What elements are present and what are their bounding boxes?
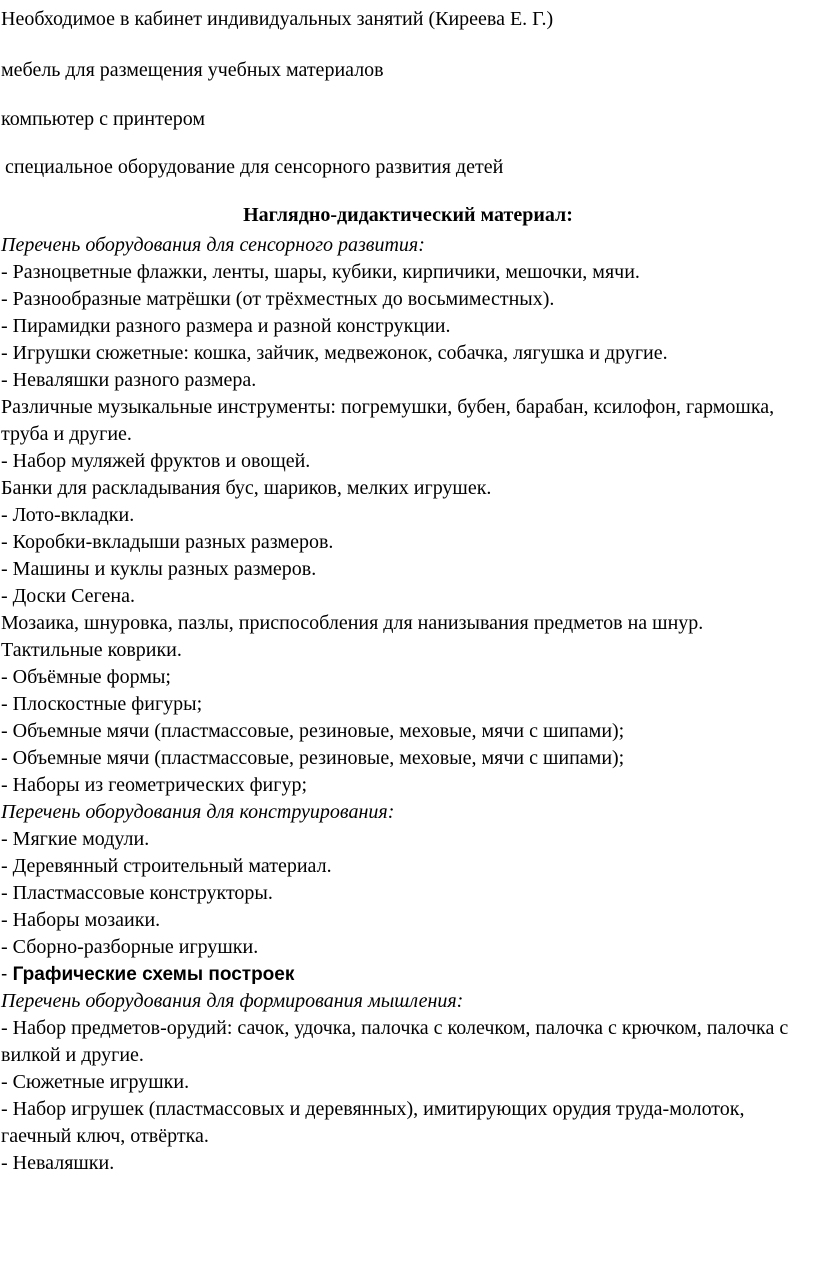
list-item: - Доски Сегена. [1,585,135,607]
list-item: Различные музыкальные инструменты: погремушки, бубен, барабан, ксилофон, гармошка, труба и другие. [1,396,775,445]
list-item: - Неваляшки. [1,1152,115,1174]
list-item: - Пластмассовые конструкторы. [1,882,273,904]
list-item-bold-text: Графические схемы построек [12,964,295,985]
list-item [1,961,801,988]
section-heading: Наглядно-дидактический материал: [243,204,573,226]
list-item: Банки для раскладывания бус, шариков, мелких игрушек. [1,477,492,499]
list-item: - Объемные мячи (пластмассовые, резиновые, меховые, мячи с шипами); [1,720,625,742]
list-item: - Коробки-вкладыши разных размеров. [1,531,334,553]
list-item: Мозаика, шнуровка, пазлы, приспособления для нанизывания предметов на шнур. [1,612,704,634]
list-item: - Неваляшки разного размера. [1,369,257,391]
list-item: - Наборы из геометрических фигур; [1,774,308,796]
construction-section-label: Перечень оборудования для конструирования: [1,801,395,823]
list-item: - Набор муляжей фруктов и овощей. [1,450,311,472]
list-item: - Пирамидки разного размера и разной конструкции. [1,315,451,337]
list-dash: - [1,964,13,985]
list-item: - Деревянный строительный материал. [1,855,332,877]
list-item: Тактильные коврики. [1,639,182,661]
intro-item: компьютер с принтером [1,108,205,130]
list-item: - Игрушки сюжетные: кошка, зайчик, медвежонок, собачка, лягушка и другие. [1,342,668,364]
list-item: - Объёмные формы; [1,666,171,688]
intro-item: мебель для размещения учебных материалов [1,59,384,81]
sensory-section-label: Перечень оборудования для сенсорного развития: [1,234,425,256]
thinking-section-label: Перечень оборудования для формирования мышления: [1,990,464,1012]
list-item: - Плоскостные фигуры; [1,693,203,715]
list-item: - Сюжетные игрушки. [1,1071,190,1093]
list-item: - Мягкие модули. [1,828,150,850]
list-item: - Объемные мячи (пластмассовые, резиновые, меховые, мячи с шипами); [1,747,625,769]
intro-title: Необходимое в кабинет индивидуальных занятий (Киреева Е. Г.) [1,8,554,30]
list-item: - Наборы мозаики. [1,909,161,931]
equipment-list [1,232,801,1177]
intro-item: специальное оборудование для сенсорного развития детей [5,156,504,178]
list-item: - Машины и куклы разных размеров. [1,558,317,580]
list-item: - Сборно-разборные игрушки. [1,936,259,958]
list-item: - Набор игрушек (пластмассовых и деревянных), имитирующих орудия труда-молоток, гаечный ключ, отвёртка. [1,1098,745,1147]
list-item: - Лото-вкладки. [1,504,135,526]
list-item: - Разноцветные флажки, ленты, шары, кубики, кирпичики, мешочки, мячи. [1,261,640,283]
list-item: - Набор предметов-орудий: сачок, удочка, палочка с колечком, палочка с крючком, палочка с вилкой и другие. [1,1017,789,1066]
list-item: - Разнообразные матрёшки (от трёхместных до восьмиместных). [1,288,555,310]
